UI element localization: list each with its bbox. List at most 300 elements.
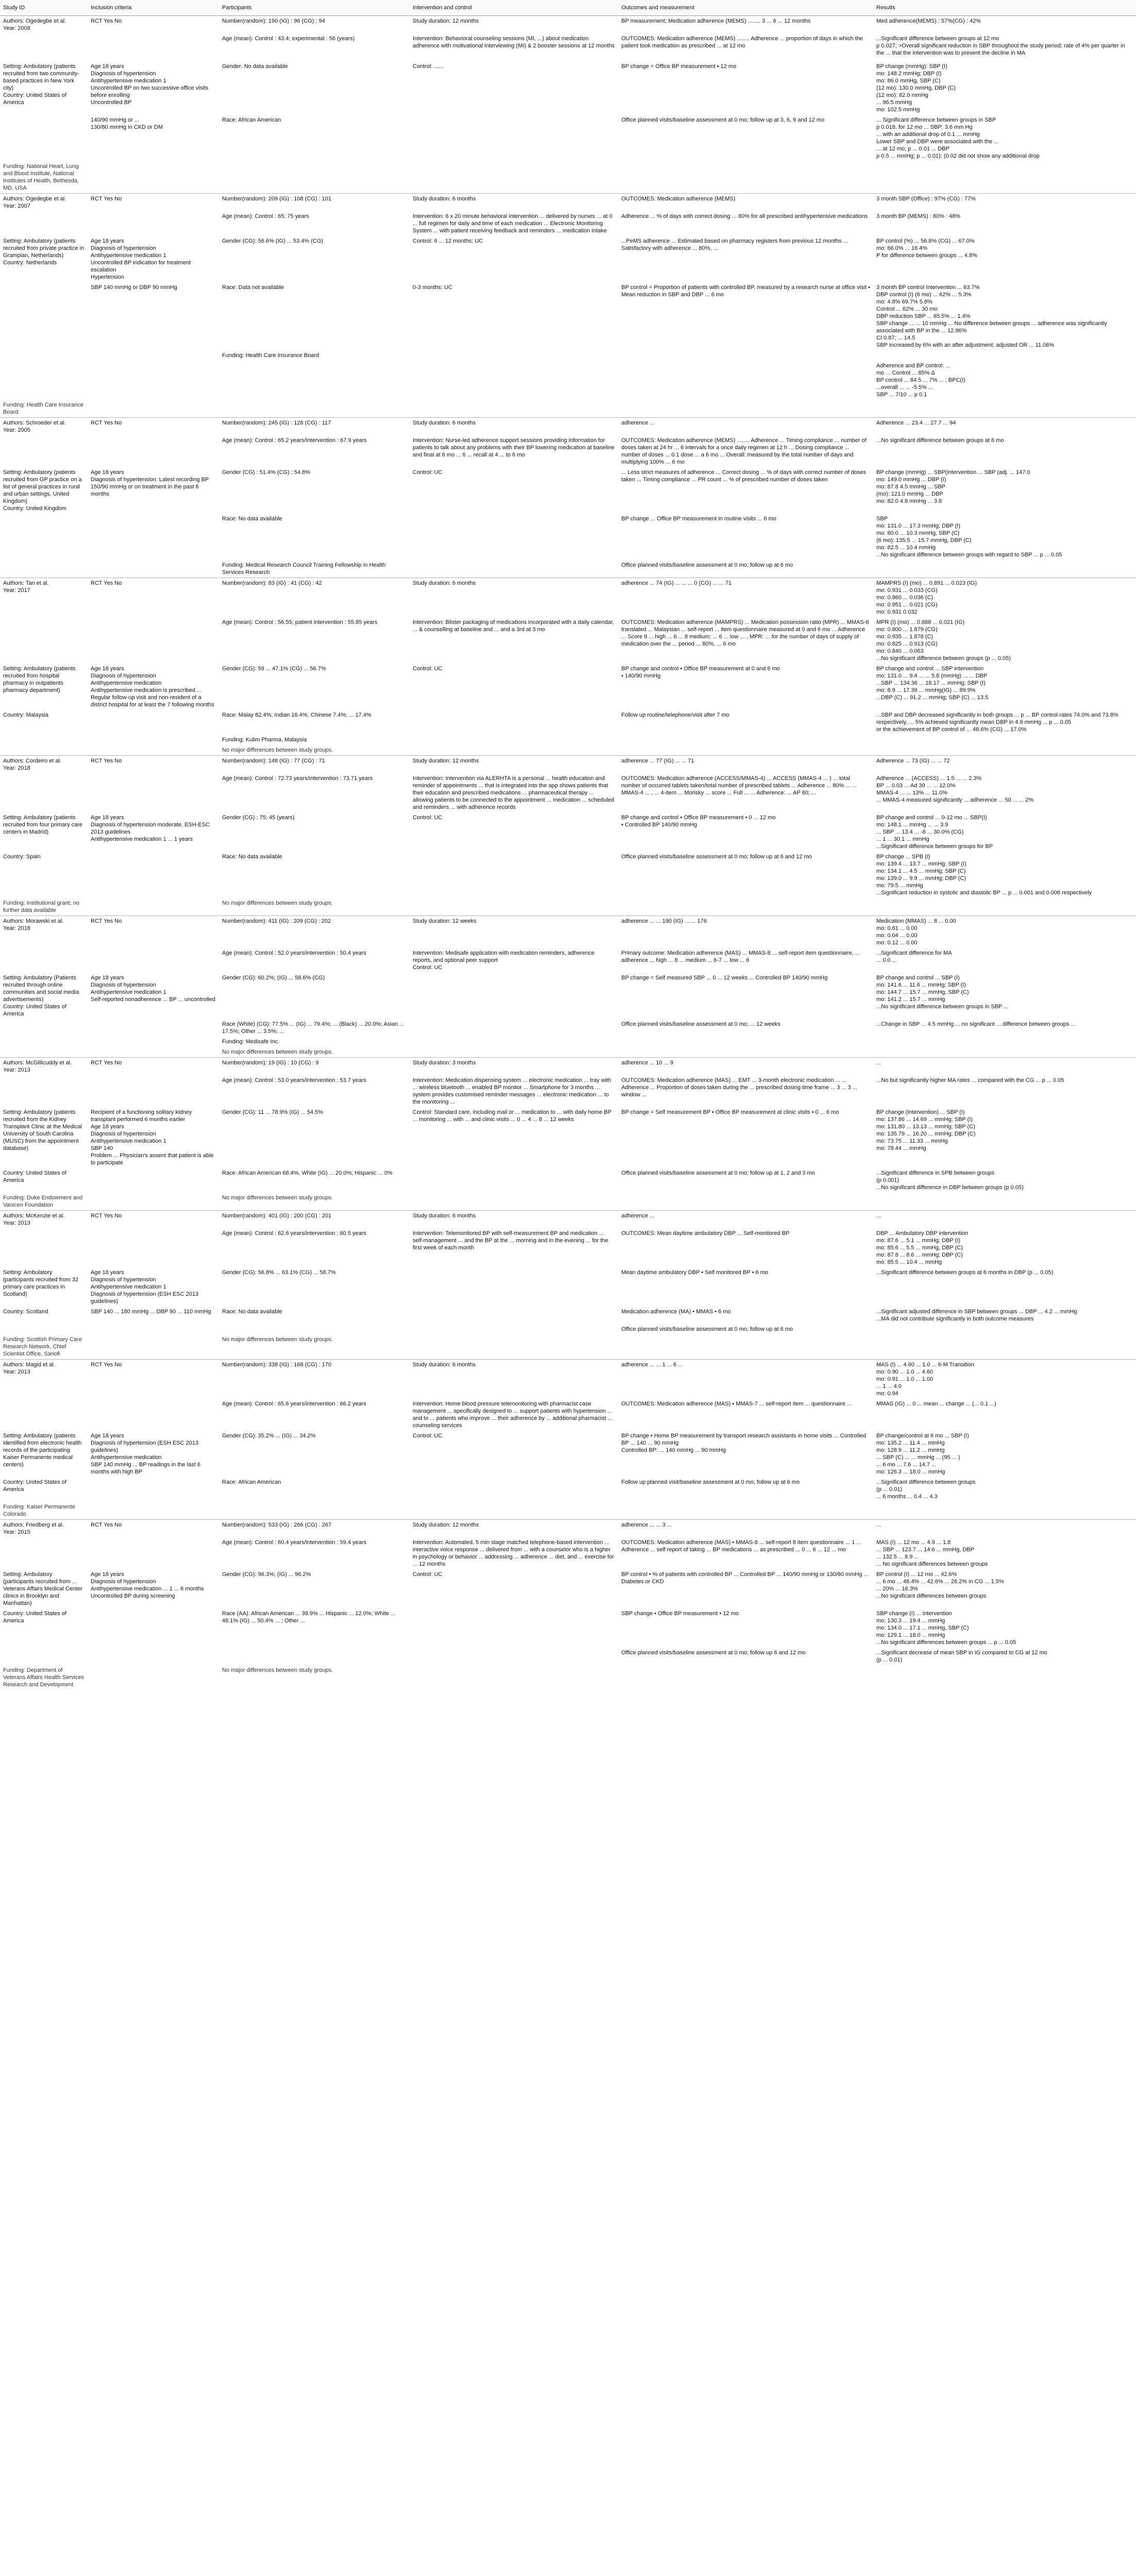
participants-cell-text: Age (mean): Control : 52.0 years/intervention : 50.4 years (222, 950, 367, 956)
intervention-cell-text: Control: 6 ... 12 months; UC (413, 238, 483, 244)
table-row (0, 1228, 1136, 1267)
participants-cell (219, 1307, 410, 1324)
participants-cell (219, 1168, 410, 1193)
table-row (0, 1058, 1136, 1076)
design-cell-text: RCT Yes No (91, 196, 122, 202)
results-cell-text: 3 month SBP (Office) : 97% (CG) : 77% (876, 196, 976, 202)
outcomes-cell (618, 1211, 873, 1229)
intervention-cell (410, 1324, 618, 1334)
design-cell-text: RCT Yes No (91, 758, 122, 764)
setting-cell (0, 710, 88, 735)
intervention-cell (410, 33, 618, 58)
results-cell (873, 282, 1136, 350)
intervention-cell (410, 973, 618, 1019)
funding-cell-text: Funding: National Heart, Lung and Blood Institute, National Institutes of Health, Bethesda, MD, USA (3, 163, 79, 191)
table-row (0, 61, 1136, 115)
table-row (0, 161, 1136, 194)
criteria-cell (88, 1168, 219, 1193)
outcomes-cell (618, 1075, 873, 1107)
empty-cell (873, 745, 1136, 756)
participants-cell-text: Number(random): 245 (IG) : 128 (CG) : 117 (222, 420, 331, 426)
participants-cell (219, 1360, 410, 1399)
funding-cell-text: Funding: Institutional grant; no further data available (3, 900, 79, 913)
criteria-cell (88, 115, 219, 161)
design-cell (88, 756, 219, 774)
empty-cell (0, 1047, 88, 1058)
results-cell (873, 1211, 1136, 1229)
study-id-cell (0, 1058, 88, 1076)
participants-cell-text: Gender (CG): 59 ... 47.1% (CG) ... 56.7% (222, 666, 326, 672)
participants-cell-text: Age (mean): Control : 62.6 years/intervention : 60.5 years (222, 1230, 367, 1236)
table-row (0, 1193, 1136, 1211)
outcomes-cell-text: adherence ... (621, 420, 655, 426)
results-cell (873, 578, 1136, 618)
participants-cell (219, 1075, 410, 1107)
design-cell (88, 1211, 219, 1229)
intervention-cell-text: Control: ...... (413, 63, 444, 70)
study-id-cell (0, 948, 88, 973)
table-body (0, 16, 1136, 1690)
results-cell (873, 361, 1136, 400)
table-row (0, 773, 1136, 812)
setting-cell-text: Setting: Ambulatory (patients identified from electronic health records of the participating Kaiser Permanente medical centers) (3, 1433, 82, 1468)
outcomes-cell-text: BP change and control • Office BP measurement at 0 and 6 mo • 140/90 mmHg (621, 666, 780, 679)
setting-cell (0, 1307, 88, 1324)
study-id-cell (0, 1075, 88, 1107)
intervention-cell (410, 1307, 618, 1324)
intervention-cell (410, 115, 618, 161)
outcomes-cell-text: Office planned visits/baseline assessment at 0 mo; follow up 6 and 12 mo (621, 1650, 806, 1656)
results-cell (873, 1267, 1136, 1307)
results-cell (873, 61, 1136, 115)
participants-cell (219, 756, 410, 774)
setting-cell-text: Country: United States of America (3, 1611, 66, 1624)
empty-cell (88, 1334, 219, 1360)
results-cell (873, 514, 1136, 560)
participants-cell (219, 1058, 410, 1076)
participants-cell (219, 735, 410, 745)
criteria-cell (88, 282, 219, 350)
study-id-cell (0, 211, 88, 236)
note-cell (219, 400, 410, 418)
results-cell (873, 664, 1136, 710)
design-cell (88, 418, 219, 436)
outcomes-cell (618, 1399, 873, 1431)
intervention-cell (410, 1019, 618, 1037)
study-id-cell-text: Authors: Morawski et al. Year: 2018 (3, 918, 64, 931)
results-cell (873, 194, 1136, 212)
setting-cell (0, 1431, 88, 1477)
empty-cell (410, 1334, 618, 1360)
table-row (0, 916, 1136, 948)
outcomes-cell (618, 282, 873, 350)
results-cell-text: Adherence ... 23.4 ... 27.7 ... 94 (876, 420, 956, 426)
design-cell-text: RCT Yes No (91, 1213, 122, 1219)
participants-cell (219, 115, 410, 161)
table-row (0, 1520, 1136, 1538)
setting-cell-text: Setting: Ambulatory (patients recruited from GP practice on a list of general practices in rural and urban settings, United Kingdom) Country: United Kingdom (3, 469, 82, 512)
outcomes-cell-text: Adherence ... % of days with correct dosing ... 80% for all prescribed antihypertensive medications (621, 213, 868, 219)
design-cell (88, 16, 219, 34)
design-cell (88, 1399, 219, 1431)
table-row (0, 1019, 1136, 1037)
criteria-cell (88, 1307, 219, 1324)
intervention-cell-text: Intervention: Medication dispensing system ... electronic medication ... tray with ... wireless bluetooth ... enabled BP monitor ... Smartphone for 3 months ... system provides customised reminder messages ... electronic medication ... to the monitoring ... (413, 1077, 612, 1105)
outcomes-cell-text: Primary outcome: Medication adherence (MAS) ... MMAS-8 ... self-report item questionnaire, ... adherence ... high ... 8 ... medium ... 6-7 ... low ... 6 (621, 950, 860, 963)
study-id-cell (0, 1211, 88, 1229)
results-cell-text: MAMPRS (I) (mo) ... 0.891 ... 0.023 (IG) mo: 0.931 ... 0.033 (CG) mo: 0.860 ... 0.036 (C) mo: 0.951 ... 0.021 (CG) mo: 0.931 0.032 (876, 580, 977, 615)
outcomes-cell-text: adherence ... (621, 1213, 655, 1219)
intervention-cell (410, 664, 618, 710)
intervention-cell (410, 1058, 618, 1076)
participants-cell-text: Number(random): 148 (IG) : 77 (CG) : 71 (222, 758, 325, 764)
participants-cell (219, 282, 410, 350)
empty-cell (873, 1047, 1136, 1058)
design-cell-text: RCT Yes No (91, 1522, 122, 1528)
results-cell (873, 115, 1136, 161)
empty-cell (873, 400, 1136, 418)
setting-cell (0, 1107, 88, 1168)
participants-cell-text: Age (mean): Control : 53.0 years/intervention : 53.7 years (222, 1077, 367, 1083)
header-inclusion-criteria: Inclusion criteria (88, 0, 219, 16)
header-study-id: Study ID (0, 0, 88, 16)
intervention-cell (410, 773, 618, 812)
intervention-cell (410, 282, 618, 350)
results-cell-text: ... (876, 1060, 881, 1066)
participants-cell-text: Age (mean): Control : 65.6 years/intervention : 66.2 years (222, 1401, 367, 1407)
results-cell (873, 467, 1136, 514)
participants-cell (219, 560, 410, 578)
intervention-cell (410, 1107, 618, 1168)
results-cell (873, 1228, 1136, 1267)
table-row (0, 578, 1136, 618)
note-cell (219, 898, 410, 916)
outcomes-cell (618, 418, 873, 436)
table-row (0, 735, 1136, 745)
outcomes-cell-text: BP control • % of patients with controlled BP ... Controlled BP ... 140/90 mmHg or 130/80 mmHg ... Diabetes or CKD (621, 1571, 869, 1585)
table-row (0, 467, 1136, 514)
empty-cell (618, 1334, 873, 1360)
outcomes-cell (618, 664, 873, 710)
table-row (0, 1477, 1136, 1502)
results-cell (873, 812, 1136, 852)
outcomes-cell (618, 1107, 873, 1168)
setting-cell (0, 973, 88, 1019)
outcomes-cell-text: ... Less strict measures of adherence ... Correct dosing ... % of days with correct number of doses taken ... Timing compliance ... PR count ... % of prescribed number of doses taken (621, 469, 867, 483)
participants-cell (219, 617, 410, 664)
note-cell (219, 161, 410, 194)
participants-cell (219, 33, 410, 58)
results-cell-text: BP change/control at 6 mo ... SBP (I) mo: 135.2 ... 11.4 ... mmHg mo: 128.9 ... 11.2 ... mmHg ... SBP (C) ... ... mmHg ... (95 ... ) ... 6 mo ... 7.6 ... 14.7 ... mo: 126.3 ... 18.0 ... mmHg (876, 1433, 969, 1475)
results-cell (873, 710, 1136, 735)
setting-cell (0, 1608, 88, 1648)
table-row (0, 115, 1136, 161)
outcomes-cell-text: OUTCOMES: Mean daytime ambulatory DBP ... Self-monitored BP (621, 1230, 790, 1236)
intervention-cell-text: Intervention: Intervention via ALERHTA is a personal ... health education and reminder of appointments ... that is integrated into the app shows patients that their education and prescribed medications ... pharmaceutical therapy ... allowing patients to be connected to the appointment ... medication ... scheduled and reminders ... with adherence records (413, 775, 614, 810)
study-id-cell-text: Authors: McGillicuddy et al. Year: 2013 (3, 1060, 72, 1073)
design-cell (88, 948, 219, 973)
intervention-cell (410, 710, 618, 735)
results-cell-text: ... (876, 1522, 881, 1528)
participants-cell-text: Age (mean): Control : 65.2 years/Intervention : 67.9 years (222, 437, 367, 444)
intervention-cell (410, 1608, 618, 1648)
design-cell (88, 33, 219, 58)
intervention-cell-text: Intervention: Medisafe application with medication reminders, adherence reports, and optional peer support Control: UC (413, 950, 595, 971)
results-cell-text: 3 month BP control Intervention ... 63.7% DBP control (I) (6 mo) ... 62% ... 5.3% mo: 4.8% 69.7% 5.8% Control ... 62% ... 30 mo DBP reduction SBP ... 85.5% ... 1.4% SBP change ... ... 10 mmHg ... No difference between groups ... adherence was significantly associated with BP in the ... 12.96% CI 0.87; ... 14.5 SBP increased by 6% with an after adjustment; adjusted OR ... 11.06% (876, 284, 1107, 348)
table-row (0, 898, 1136, 916)
funding-cell (0, 161, 88, 194)
results-cell-text: ...Significant decrease of mean SBP in IG compared to CG at 12 mo (p ... 0.01) (876, 1650, 1047, 1663)
participants-cell-text: Funding: Medical Research Council Training Fellowship in Health Services Research (222, 562, 386, 575)
participants-cell (219, 1520, 410, 1538)
setting-cell (0, 236, 88, 282)
header-intervention-control: Intervention and control (410, 0, 618, 16)
empty-cell (410, 1047, 618, 1058)
outcomes-cell-text: ...PeMS adherence ... Estimated based on pharmacy registers from previous 12 months ... Satisfactory with adherence ... 80%, ... (621, 238, 848, 251)
results-cell-text: BP change and control ... SBP (I) mo: 141.6 ... 11.6 ... mmHg; SBP (I) mo: 144.7 ... 15.7 ... mmHg, SBP (C) mo: 141.2 ... 15.7 ... mmHg ...No significant difference between groups in SBP ... (876, 975, 1009, 1010)
results-cell-text: SBP change (I) ... intervention mo: 130.3 ... 19.4 ... mmHg mo: 134.0 ... 17.1 ... mmHg, SBP (C) mo: 129.1 ... 18.0 ... mmHg ...No significant differences between groups ... p ... 0.05 (876, 1611, 1016, 1646)
setting-cell (0, 664, 88, 710)
outcomes-cell (618, 560, 873, 578)
design-cell (88, 1537, 219, 1569)
outcomes-cell (618, 1360, 873, 1399)
criteria-cell-text: Age 18 years Diagnosis of hypertension Antihypertensive medication 1 Uncontrolled BP on two successive office visits before enrolling Uncontrolled BP (91, 63, 209, 106)
setting-cell (0, 1648, 88, 1665)
results-cell (873, 1520, 1136, 1538)
criteria-cell (88, 236, 219, 282)
results-cell-text: ...Change in SBP ... 4.5 mmHg ... no significant ... difference between groups ... (876, 1021, 1076, 1027)
participants-cell (219, 514, 410, 560)
results-cell (873, 1360, 1136, 1399)
outcomes-cell-text: Office planned visits/baseline assessment at 0 mo; follow up at 1, 2 and 3 mo (621, 1170, 815, 1176)
outcomes-cell (618, 211, 873, 236)
intervention-cell (410, 1569, 618, 1608)
outcomes-cell (618, 812, 873, 852)
results-cell (873, 1107, 1136, 1168)
outcomes-cell-text: Medication adherence (MA) • MMAS • 6 mo (621, 1309, 731, 1315)
setting-cell-text: Setting: Ambulatory (patients recruited from the Kidney Transplant Clinic at the Medical University of South Carolina (MUSC) from the appointment database) (3, 1109, 82, 1151)
results-cell (873, 617, 1136, 664)
intervention-cell-text: Intervention: Blister packaging of medications incorporated with a daily calendar, ... & counselling at baseline and ... and a 3rd at 3 mo (413, 619, 614, 633)
participants-cell (219, 361, 410, 400)
funding-cell-text: Funding: Duke Endowment and Vanicen Foundation (3, 1195, 83, 1208)
intervention-cell (410, 16, 618, 34)
intervention-cell-text: Study duration: 12 months (413, 1522, 479, 1528)
criteria-cell (88, 1267, 219, 1307)
outcomes-cell (618, 1037, 873, 1047)
setting-cell-text: Country: Scotland (3, 1309, 48, 1315)
intervention-cell (410, 61, 618, 115)
study-id-cell-text: Authors: Schroeder et al. Year: 2005 (3, 420, 66, 433)
study-id-cell (0, 578, 88, 618)
outcomes-cell-text: BP change = Self measured SBP ... 0 ... 12 weeks ... Controlled BP 140/90 mmHg (621, 975, 828, 981)
setting-cell-text: Setting: Ambulatory (patients recruited from private practice in Grampian, Netherlands) Country: Netherlands (3, 238, 84, 266)
outcomes-cell (618, 1608, 873, 1648)
results-cell-text: BP change and control ... 0-12 mo ... SBP(I) mo: 148.1 ... mmHg ... ... 3.9 ... SBP ... 13.4 ... -8 ... 30.0% (CG) ... 1 ... 30.1 ... mmHg ...Significant difference between groups for BP (876, 815, 993, 850)
intervention-cell (410, 560, 618, 578)
outcomes-cell (618, 617, 873, 664)
results-cell-text: ...Significant difference for MA ... 0.0 ... (876, 950, 952, 963)
participants-cell (219, 1228, 410, 1267)
design-cell-text: RCT Yes No (91, 918, 122, 924)
setting-cell (0, 467, 88, 514)
funding-cell (0, 898, 88, 916)
empty-cell (88, 1502, 219, 1520)
outcomes-cell-text: BP change and control • Office BP measurement • 0 ... 12 mo • Controlled BP 140/90 mmHg (621, 815, 776, 828)
outcomes-cell (618, 852, 873, 898)
header-row (0, 0, 1136, 16)
study-id-cell (0, 773, 88, 812)
criteria-cell-text: SBP 140 ... 180 mmHg ... DBP 90 ... 110 mmHg (91, 1309, 211, 1315)
participants-cell (219, 467, 410, 514)
outcomes-cell-text: BP change ... Office BP measurement in routine visits ... 6 mo (621, 516, 776, 522)
intervention-cell (410, 812, 618, 852)
funding-cell-text: Funding: Kaiser Permanente Colorado (3, 1504, 76, 1517)
outcomes-cell (618, 61, 873, 115)
results-cell (873, 1058, 1136, 1076)
table-row (0, 1267, 1136, 1307)
table-row (0, 435, 1136, 467)
criteria-cell (88, 852, 219, 898)
participants-cell-text: Race: African American (222, 117, 281, 123)
criteria-cell-text: 140/90 mmHg or ... 130/80 mmHg in CKD or DM (91, 117, 163, 130)
outcomes-cell-text: adherence ... ... 1 ... 6 ... (621, 1362, 683, 1368)
participants-cell (219, 1399, 410, 1431)
outcomes-cell-text: OUTCOMES: Medication adherence (ACCESS/MMAS-4) ... ACCESS (MMAS-4 ... ) ... total number of occurred tablets taken/total number of prescribed tablets ... Adherence ... 80% ... ... MMAS-4 ... , ... 4-item ... Morisky ... score ... Full ... ... Adherence: ... AP 80; ... (621, 775, 857, 796)
outcomes-cell (618, 1168, 873, 1193)
funding-cell (0, 400, 88, 418)
participants-cell (219, 350, 410, 361)
intervention-cell-text: Control: UC (413, 1571, 443, 1578)
results-cell (873, 211, 1136, 236)
setting-cell (0, 61, 88, 115)
intervention-cell-text: Intervention: Automated, 5 min stage matched telephone-based intervention ... interactive voice response ... delivered from ... with a counselor who is a higher in psychology or behavior ... addressing ... adherence ... diet, and ... exercise for ... 12 months (413, 1539, 614, 1567)
note-cell-text: No major differences between study groups. (222, 900, 333, 906)
outcomes-cell (618, 1520, 873, 1538)
setting-cell-text: Setting: Ambulatory (patients recruited from four primary care centers in Madrid) (3, 815, 83, 835)
empty-cell (410, 1502, 618, 1520)
participants-cell (219, 1648, 410, 1665)
results-cell (873, 1307, 1136, 1324)
criteria-cell (88, 1431, 219, 1477)
table-row (0, 350, 1136, 361)
participants-cell (219, 61, 410, 115)
criteria-cell (88, 1569, 219, 1608)
criteria-cell (88, 361, 219, 400)
results-cell-text: ...No but significantly higher MA rates ... compared with the CG ... p ... 0.05 (876, 1077, 1064, 1083)
results-cell (873, 1569, 1136, 1608)
note-cell-text: No major differences between study groups. (222, 747, 333, 753)
results-cell-text: BP control (%) ... 56.8% (CG) ... 67.0% mo: 66.0% ... 16.4% P for difference between groups ... 4.8% (876, 238, 977, 259)
empty-cell (618, 1193, 873, 1211)
criteria-cell (88, 1608, 219, 1648)
intervention-cell (410, 514, 618, 560)
study-id-cell-text: Authors: Ogedegbe et al. Year: 2008 (3, 18, 66, 31)
criteria-cell-text: Age 18 years Diagnosis of hypertension: Latest recording BP 150/90 mmHg or on treatment in the past 6 months (91, 469, 209, 497)
intervention-cell (410, 435, 618, 467)
criteria-cell-text: Age 18 years Diagnosis of hypertension Antihypertensive medication 1 Diagnosis of hypertension (ESH ESC 2013 guidelines) (91, 1269, 199, 1304)
criteria-cell (88, 710, 219, 735)
results-cell-text: ...Significant difference in SPB between groups (p 0.001) ...No significant difference in DBP between groups (p 0.05) (876, 1170, 1024, 1191)
results-cell-text: SBP mo: 131.0 ... 17.3 mmHg; DBP (I) mo: 80.0 ... 10.3 mmHg, SBP (C) (6 mo): 135.5 ... 15.7 mmHg, DBP (C) mo: 82.5 ... 10.4 mmHg ...No significant difference between groups with regard to SBP ... p ... 0.05 (876, 516, 1062, 558)
intervention-cell (410, 1168, 618, 1193)
study-id-cell-text: Authors: McKenzie et al. Year: 2013 (3, 1213, 65, 1226)
study-id-cell-text: Authors: Friedberg et al. Year: 2015 (3, 1522, 64, 1535)
setting-cell-text: Country: Malaysia (3, 712, 49, 718)
design-cell (88, 211, 219, 236)
outcomes-cell (618, 773, 873, 812)
setting-cell (0, 1168, 88, 1193)
table-row (0, 1608, 1136, 1648)
note-cell (219, 1193, 410, 1211)
table-row (0, 1569, 1136, 1608)
table-row (0, 617, 1136, 664)
outcomes-cell (618, 1537, 873, 1569)
participants-cell-text: Race: African American (222, 1479, 281, 1485)
empty-cell (618, 745, 873, 756)
outcomes-cell-text: BP change • Home BP measurement by transport research assistants in home visits ... Controlled BP ... 140 ... 90 mmHg Controlled BP: ... 140 mmHg ... 90 mmHg (621, 1433, 866, 1453)
intervention-cell-text: Study duration: 6 months (413, 580, 476, 586)
results-cell (873, 418, 1136, 436)
table-row (0, 1431, 1136, 1477)
setting-cell (0, 514, 88, 560)
design-cell (88, 1520, 219, 1538)
participants-cell (219, 578, 410, 618)
table-row (0, 710, 1136, 735)
participants-cell-text: Number(random): 411 (IG) : 209 (CG) : 202 (222, 918, 331, 924)
participants-cell-text: Race: No data available (222, 1309, 282, 1315)
criteria-cell-text: Age 18 years Diagnosis of hypertension Antihypertensive medication 1 Uncontrolled BP indication for treatment escalation Hypertension (91, 238, 191, 280)
participants-cell-text: Race: Data not available (222, 284, 284, 291)
outcomes-cell-text: adherence ... 77 (IG) ... ... 71 (621, 758, 694, 764)
participants-cell-text: Gender (CG): 35.2% ... (IG) ... 34.2% (222, 1433, 316, 1439)
results-cell-text: ...Significant difference between groups at 6 months in DBP (p ... 0.05) (876, 1269, 1054, 1276)
funding-cell (0, 1193, 88, 1211)
table-row (0, 1399, 1136, 1431)
intervention-cell (410, 418, 618, 436)
setting-cell (0, 1324, 88, 1334)
outcomes-cell (618, 16, 873, 34)
intervention-cell-text: 0-3 months: UC (413, 284, 453, 291)
results-cell-text: 3 month BP (MEMS) : 80% : 48% (876, 213, 961, 219)
outcomes-cell (618, 236, 873, 282)
results-cell (873, 1537, 1136, 1569)
participants-cell-text: Gender (CG): 11 ... 78.9% (IG) ... 54.5% (222, 1109, 324, 1115)
participants-cell (219, 1537, 410, 1569)
participants-cell-text: Age (mean): Control : 65; 75 years (222, 213, 309, 219)
intervention-cell (410, 1648, 618, 1665)
outcomes-cell-text: OUTCOMES: Medication adherence (MAS) • MMAS-7 ... self-report item ... questionnaire ... (621, 1401, 852, 1407)
empty-cell (873, 1665, 1136, 1690)
criteria-cell (88, 1477, 219, 1502)
results-cell-text: ...Significant difference between groups at 12 mo p 0.027; >Overall significant reduction in SBP throughout the study period; rate of 4% per quarter in the ... that the intervention was to prevent the decline in MA (876, 36, 1125, 56)
results-cell (873, 773, 1136, 812)
empty-cell (618, 400, 873, 418)
setting-cell (0, 282, 88, 350)
note-cell (219, 1047, 410, 1058)
participants-cell-text: Gender (CG): 56.6% (IG) ... 53.4% (CG) (222, 238, 324, 244)
criteria-cell-text: Age 18 years Diagnosis of hypertension Antihypertensive medication ... 1 ... 6 months Uncontrolled BP during screening (91, 1571, 204, 1599)
participants-cell-text: Gender (CG): 60.2%; (IG) ... 58.6% (CG) (222, 975, 325, 981)
intervention-cell-text: Study duration: 12 months (413, 18, 479, 24)
study-id-cell-text: Authors: Tan et al. Year: 2017 (3, 580, 49, 594)
table-row (0, 1107, 1136, 1168)
table-row (0, 1665, 1136, 1690)
criteria-cell (88, 350, 219, 361)
study-id-cell (0, 617, 88, 664)
criteria-cell (88, 1019, 219, 1037)
results-cell-text: BP control (I) ... 12 mo ... 42.6% ... 6 mo ... 46.4% ... 42.6% ... 26.2% in CG ... 1.5% ... 20% ... 16.3% ...No significant differences between groups (876, 1571, 1004, 1599)
